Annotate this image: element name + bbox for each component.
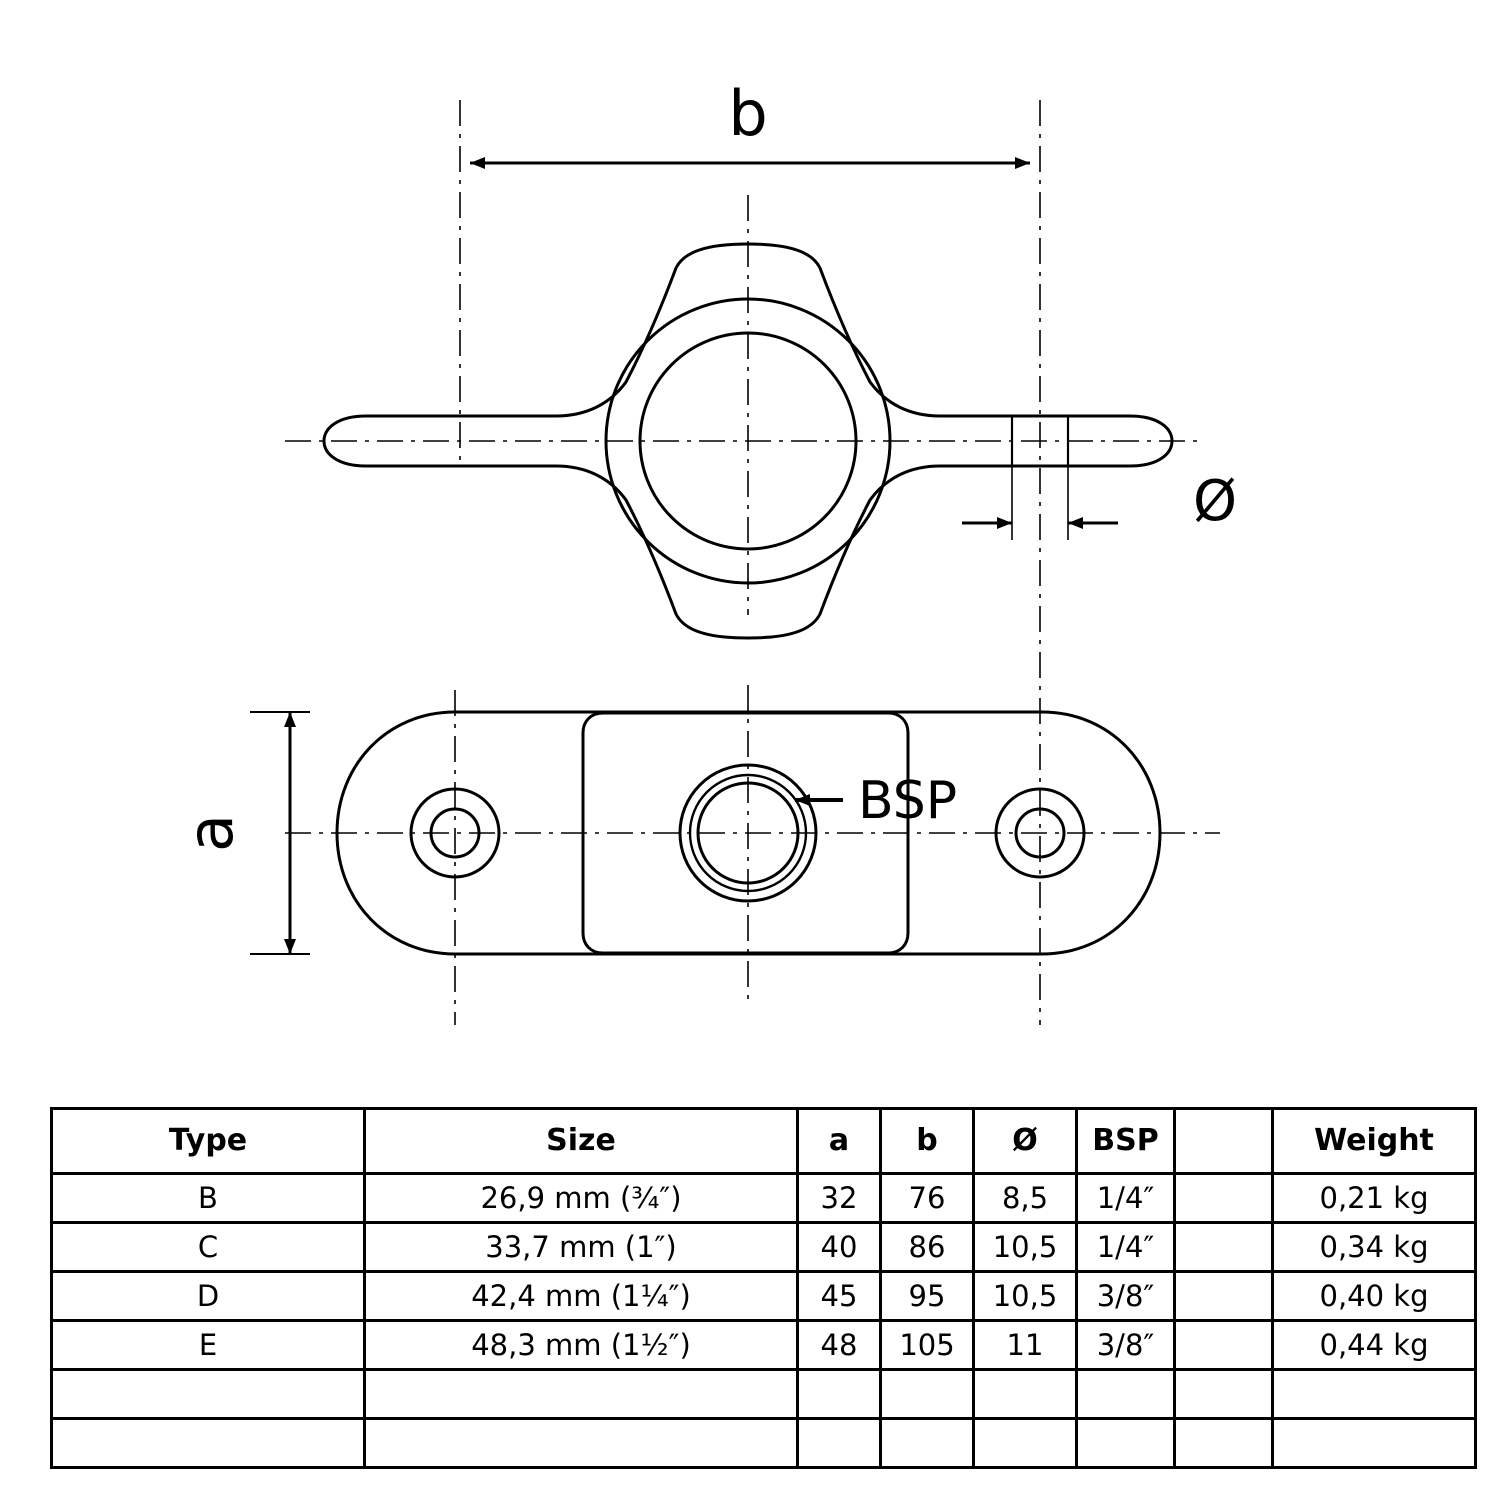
cell-bsp: 3/8″ bbox=[1077, 1321, 1175, 1370]
table-row-empty bbox=[52, 1419, 1476, 1468]
cell-empty bbox=[1077, 1370, 1175, 1419]
cell-diameter: 10,5 bbox=[974, 1223, 1077, 1272]
cell-empty bbox=[52, 1419, 365, 1468]
cell-weight: 0,44 kg bbox=[1273, 1321, 1476, 1370]
cell-blank bbox=[1175, 1174, 1273, 1223]
cell-empty bbox=[365, 1419, 798, 1468]
cell-blank bbox=[1175, 1272, 1273, 1321]
cell-size: 26,9 mm (¾″) bbox=[365, 1174, 798, 1223]
dimension-b-label: b bbox=[728, 77, 768, 150]
cell-empty bbox=[798, 1419, 881, 1468]
bsp-label: BSP bbox=[858, 771, 958, 831]
dimension-b bbox=[470, 77, 1030, 163]
cell-empty bbox=[974, 1419, 1077, 1468]
header-b: b bbox=[881, 1109, 974, 1174]
cell-type: D bbox=[52, 1272, 365, 1321]
header-type: Type bbox=[52, 1109, 365, 1174]
cell-empty bbox=[365, 1370, 798, 1419]
cell-a: 40 bbox=[798, 1223, 881, 1272]
cell-blank bbox=[1175, 1321, 1273, 1370]
dimension-a bbox=[174, 712, 310, 954]
cell-type: B bbox=[52, 1174, 365, 1223]
cell-size: 48,3 mm (1½″) bbox=[365, 1321, 798, 1370]
cell-size: 33,7 mm (1″) bbox=[365, 1223, 798, 1272]
top-view bbox=[285, 100, 1200, 638]
dimension-diameter-label: Ø bbox=[1192, 469, 1238, 534]
cell-empty bbox=[881, 1370, 974, 1419]
cell-diameter: 11 bbox=[974, 1321, 1077, 1370]
header-blank bbox=[1175, 1109, 1273, 1174]
specification-table bbox=[50, 1107, 1477, 1469]
cell-b: 95 bbox=[881, 1272, 974, 1321]
cell-blank bbox=[1175, 1223, 1273, 1272]
cell-empty bbox=[52, 1370, 365, 1419]
cell-empty bbox=[974, 1370, 1077, 1419]
cell-a: 32 bbox=[798, 1174, 881, 1223]
header-weight: Weight bbox=[1273, 1109, 1476, 1174]
table-row-empty bbox=[52, 1370, 1476, 1419]
table-row bbox=[52, 1321, 1476, 1370]
header-diameter: Ø bbox=[974, 1109, 1077, 1174]
cell-weight: 0,34 kg bbox=[1273, 1223, 1476, 1272]
cell-empty bbox=[798, 1370, 881, 1419]
table-row bbox=[52, 1174, 1476, 1223]
cell-weight: 0,21 kg bbox=[1273, 1174, 1476, 1223]
cell-b: 76 bbox=[881, 1174, 974, 1223]
cell-empty bbox=[1273, 1419, 1476, 1468]
header-a: a bbox=[798, 1109, 881, 1174]
table-row bbox=[52, 1223, 1476, 1272]
cell-bsp: 3/8″ bbox=[1077, 1272, 1175, 1321]
cell-a: 48 bbox=[798, 1321, 881, 1370]
cell-empty bbox=[1077, 1419, 1175, 1468]
cell-b: 86 bbox=[881, 1223, 974, 1272]
cell-a: 45 bbox=[798, 1272, 881, 1321]
cell-diameter: 8,5 bbox=[974, 1174, 1077, 1223]
cell-type: E bbox=[52, 1321, 365, 1370]
cell-empty bbox=[881, 1419, 974, 1468]
cell-empty bbox=[1273, 1370, 1476, 1419]
cell-diameter: 10,5 bbox=[974, 1272, 1077, 1321]
cell-bsp: 1/4″ bbox=[1077, 1223, 1175, 1272]
dimension-a-label: a bbox=[174, 814, 247, 852]
dimension-diameter bbox=[962, 466, 1237, 540]
header-size: Size bbox=[365, 1109, 798, 1174]
cell-empty bbox=[1175, 1370, 1273, 1419]
cell-type: C bbox=[52, 1223, 365, 1272]
cell-bsp: 1/4″ bbox=[1077, 1174, 1175, 1223]
header-bsp: BSP bbox=[1077, 1109, 1175, 1174]
front-view bbox=[285, 560, 1220, 1025]
cell-b: 105 bbox=[881, 1321, 974, 1370]
cell-size: 42,4 mm (1¼″) bbox=[365, 1272, 798, 1321]
cell-empty bbox=[1175, 1419, 1273, 1468]
centerline-group bbox=[285, 100, 1200, 615]
cell-weight: 0,40 kg bbox=[1273, 1272, 1476, 1321]
table-header-row bbox=[52, 1109, 1476, 1174]
table-row bbox=[52, 1272, 1476, 1321]
bsp-callout bbox=[795, 771, 957, 831]
